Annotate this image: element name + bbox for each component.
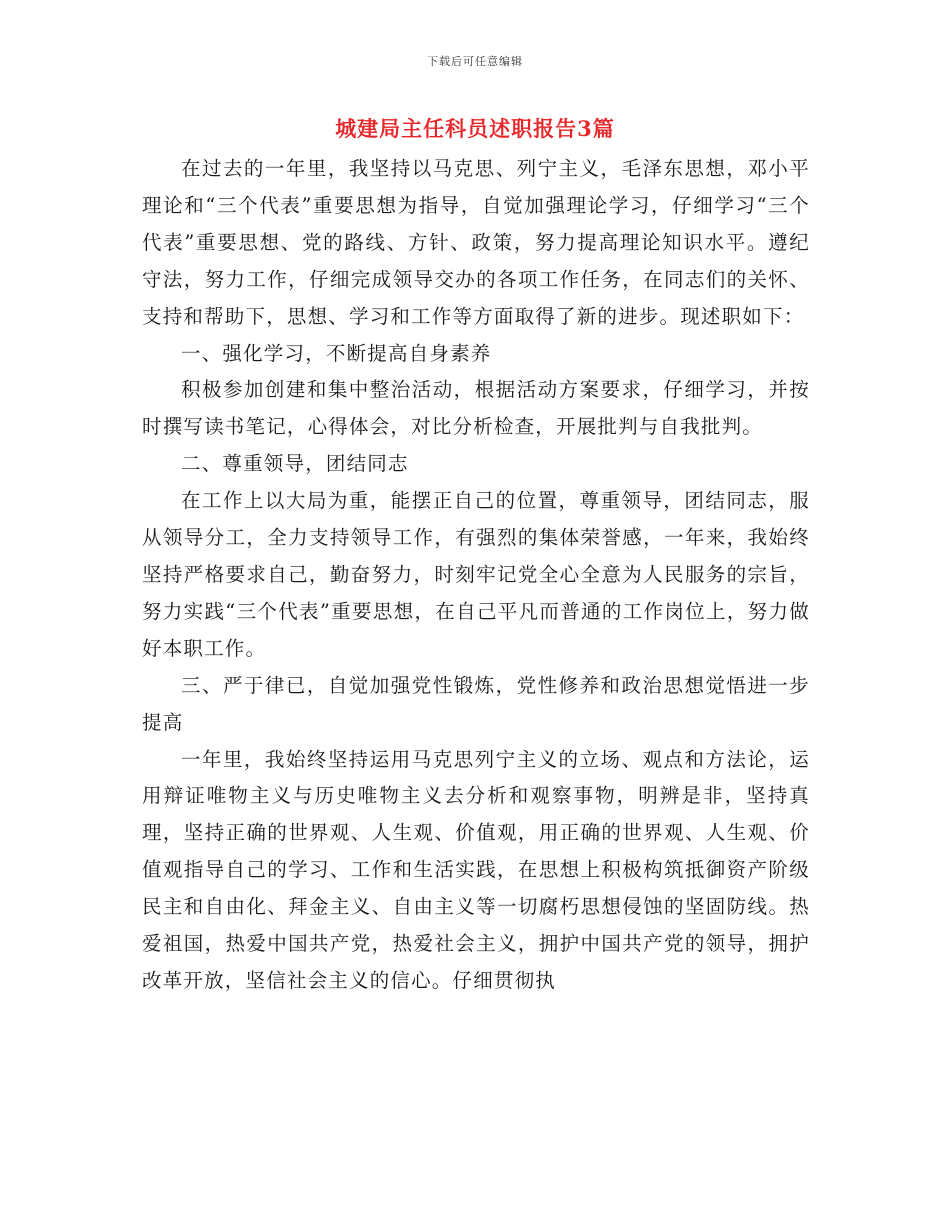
paragraph-section-3: 一年里，我始终坚持运用马克思列宁主义的立场、观点和方法论，运用辩证唯物主义与历史唯物主义去分析和观察事物，明辨是非，坚持真理，坚持正确的世界观、人生观、价值观，用正确的世界观、人生观、价值观指导自己的学习、工作和生活实践，在思想上积极构筑抵御资产阶级民主和自由化、拜金主义、自由主义等一切腐朽思想侵蚀的坚固防线。热爱祖国，热爱中国共产党，热爱社会主义，拥护中国共产党的领导，拥护改革开放，坚信社会主义的信心。仔细贯彻执 [142,747,810,992]
section-heading-1: 一、强化学习，不断提高自身素养 [181,341,492,365]
paragraph-intro: 在过去的一年里，我坚持以马克思、列宁主义，毛泽东思想，邓小平理论和“三个代表”重要思想为指导，自觉加强理论学习，仔细学习“三个代表”重要思想、党的路线、方针、政策，努力提高理论知识水平。遵纪守法，努力工作，仔细完成领导交办的各项工作任务，在同志们的关怀、支持和帮助下，思想、学习和工作等方面取得了新的进步。现述职如下： [142,157,810,328]
section-heading-3: 三、严于律已，自觉加强党性锻炼，党性修养和政治思想觉悟进一步提高 [142,673,810,734]
paragraph-section-1: 积极参加创建和集中整治活动，根据活动方案要求，仔细学习，并按时撰写读书笔记，心得体会，对比分析检查，开展批判与自我批判。 [142,378,810,439]
header-note: 下载后可任意编辑 [427,55,523,68]
document-body [142,151,810,1000]
document-title: 城建局主任科员述职报告3篇 [335,116,615,141]
section-heading-2: 二、尊重领导，团结同志 [181,452,409,476]
paragraph-section-2: 在工作上以大局为重，能摆正自己的位置，尊重领导，团结同志，服从领导分工，全力支持领导工作，有强烈的集体荣誉感，一年来，我始终坚持严格要求自己，勤奋努力，时刻牢记党全心全意为人民服务的宗旨，努力实践“三个代表”重要思想，在自己平凡而普通的工作岗位上，努力做好本职工作。 [142,489,810,660]
